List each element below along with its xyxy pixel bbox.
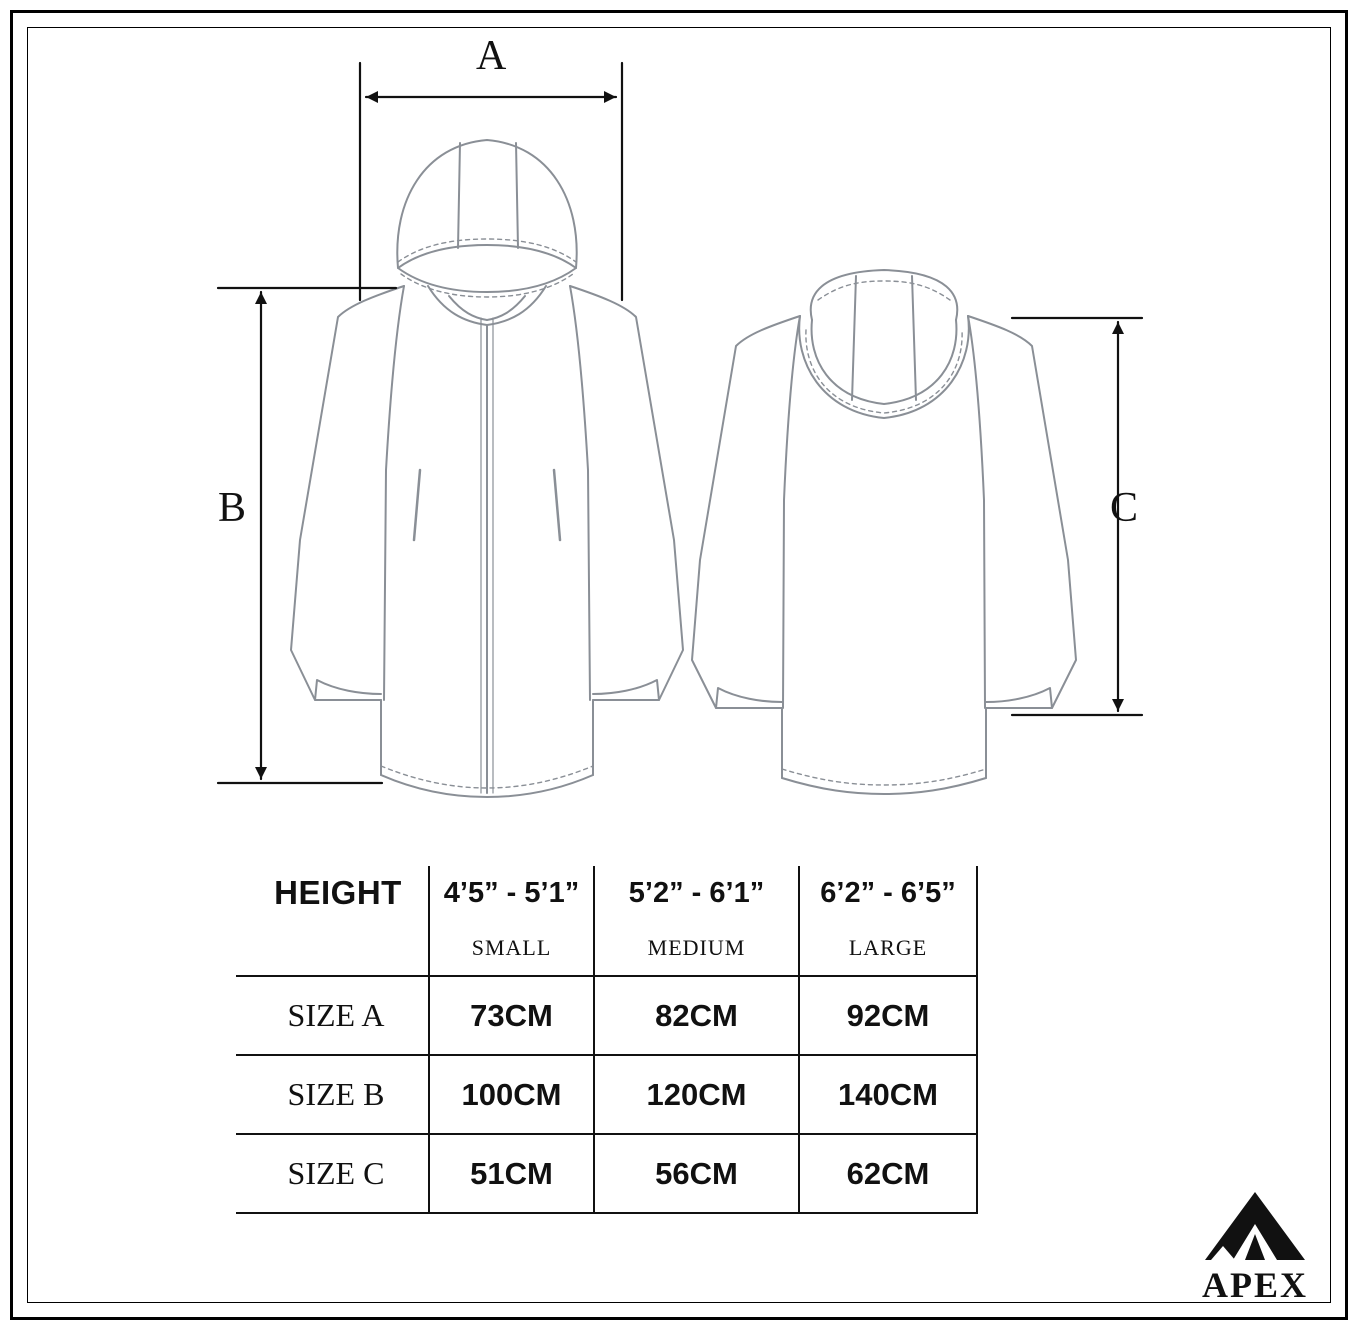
dimension-label-b: B — [218, 485, 247, 531]
height-range-medium: 5’2” - 6’1” — [594, 866, 799, 920]
size-b-medium: 120CM — [594, 1055, 799, 1134]
size-c-small: 51CM — [429, 1134, 594, 1213]
apex-mountain-icon-svg — [1201, 1190, 1309, 1262]
size-name-large: LARGE — [799, 920, 977, 976]
brand-logo — [1196, 1190, 1314, 1306]
size-a-medium: 82CM — [594, 976, 799, 1055]
size-c-large: 62CM — [799, 1134, 977, 1213]
table-header-row — [236, 866, 977, 920]
table-size-name-row — [236, 920, 977, 976]
size-name-small: SMALL — [429, 920, 594, 976]
size-a-large: 92CM — [799, 976, 977, 1055]
table-row — [236, 1134, 977, 1213]
size-name-medium: MEDIUM — [594, 920, 799, 976]
brand-name: APEX — [1202, 1265, 1308, 1305]
table-row — [236, 1055, 977, 1134]
height-range-large: 6’2” - 6’5” — [799, 866, 977, 920]
size-b-large: 140CM — [799, 1055, 977, 1134]
row-label-size-b: SIZE B — [236, 1055, 429, 1134]
size-b-small: 100CM — [429, 1055, 594, 1134]
size-table — [236, 866, 978, 1214]
size-a-small: 73CM — [429, 976, 594, 1055]
dimension-label-c: C — [1110, 485, 1139, 531]
empty-cell — [236, 920, 429, 976]
table-row — [236, 976, 977, 1055]
row-label-size-c: SIZE C — [236, 1134, 429, 1213]
apex-mountain-icon — [1196, 1190, 1314, 1262]
row-label-size-a: SIZE A — [236, 976, 429, 1055]
dimension-label-a: A — [476, 33, 507, 79]
height-header-cell: HEIGHT — [274, 874, 402, 911]
hooded-jacket-front-view — [291, 140, 683, 797]
size-c-medium: 56CM — [594, 1134, 799, 1213]
height-range-small: 4’5” - 5’1” — [429, 866, 594, 920]
